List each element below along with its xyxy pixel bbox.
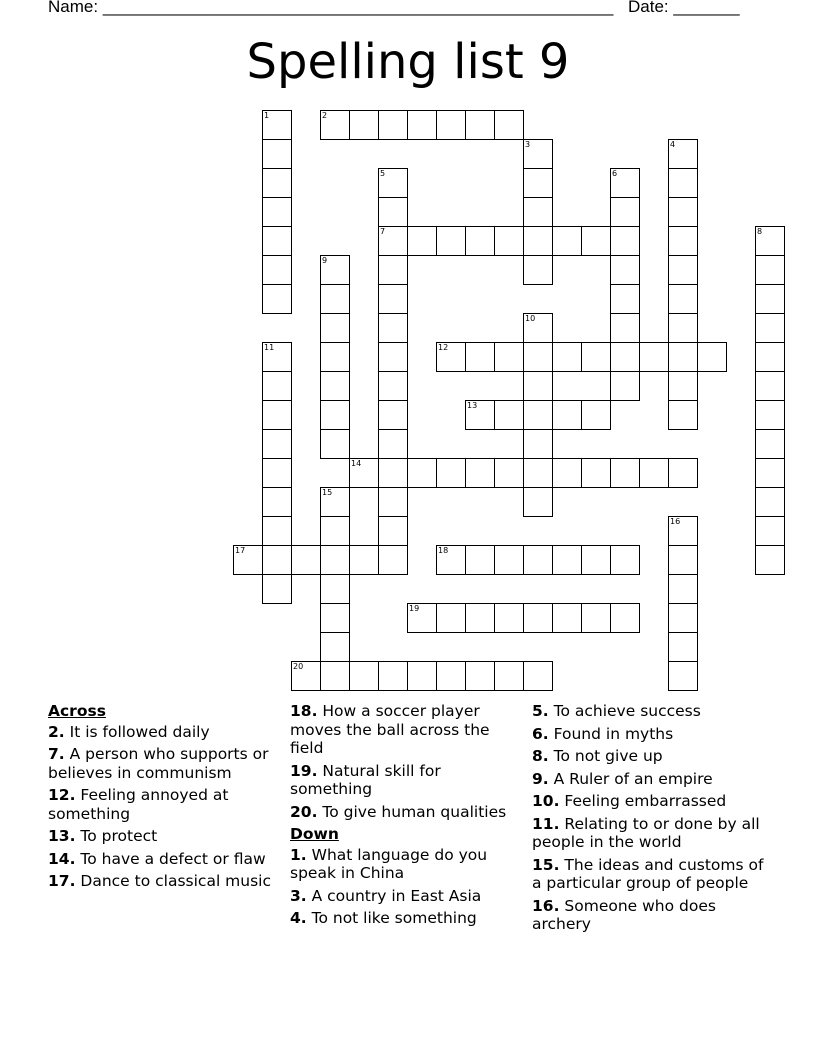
grid-cell[interactable] — [378, 110, 408, 140]
clue-number: 1 — [264, 111, 270, 120]
grid-cell[interactable] — [755, 371, 785, 401]
clue-item-text: Found in myths — [553, 724, 674, 743]
grid-cell[interactable] — [320, 574, 350, 604]
clue-number: 20 — [293, 662, 304, 671]
across-clue-list — [48, 723, 273, 891]
clue-item-text: To protect — [80, 827, 158, 845]
clue-item — [290, 762, 515, 799]
grid-cell[interactable] — [668, 284, 698, 314]
grid-cell[interactable] — [523, 168, 553, 198]
date-line[interactable]: _______ — [673, 0, 740, 16]
down-clue-list — [290, 846, 515, 928]
grid-cell[interactable] — [320, 661, 350, 691]
grid-cell[interactable] — [320, 284, 350, 314]
grid-cell[interactable] — [552, 458, 582, 488]
grid-cell[interactable] — [407, 661, 437, 691]
clue-number: 7 — [380, 227, 386, 236]
grid-cell[interactable] — [581, 458, 611, 488]
clue-item — [532, 815, 767, 852]
grid-cell[interactable] — [668, 458, 698, 488]
grid-cell[interactable] — [755, 255, 785, 285]
grid-cell[interactable] — [233, 545, 263, 575]
grid-cell[interactable] — [262, 226, 292, 256]
clue-item-text: A country in East Asia — [311, 886, 482, 905]
clue-number: 12 — [438, 343, 449, 352]
grid-cell[interactable] — [552, 226, 582, 256]
clue-item-text: A Ruler of an empire — [553, 769, 713, 788]
clue-item-number: 7. — [48, 745, 65, 763]
clue-item — [48, 786, 273, 823]
grid-cell[interactable] — [494, 226, 524, 256]
date-label: Date: — [628, 0, 669, 16]
clue-item — [48, 872, 273, 891]
grid-cell[interactable] — [436, 226, 466, 256]
page-title: Spelling list 9 — [246, 34, 570, 90]
clue-number: 8 — [757, 227, 763, 236]
clue-item-number: 9. — [532, 769, 549, 788]
clue-item — [532, 792, 767, 811]
grid-cell[interactable] — [610, 545, 640, 575]
grid-cell[interactable] — [668, 603, 698, 633]
grid-cell[interactable] — [639, 458, 669, 488]
grid-cell[interactable] — [378, 516, 408, 546]
clue-item — [48, 850, 273, 869]
clue-item-number: 6. — [532, 724, 549, 743]
grid-cell[interactable] — [581, 603, 611, 633]
clue-item-text: Relating to or done by all people in the world — [532, 814, 760, 851]
grid-cell[interactable] — [755, 487, 785, 517]
grid-cell[interactable] — [262, 400, 292, 430]
grid-cell[interactable] — [465, 226, 495, 256]
grid-cell[interactable] — [755, 516, 785, 546]
clue-item-text: To achieve success — [553, 702, 701, 720]
clue-item-text: Dance to classical music — [80, 872, 272, 890]
clue-item — [290, 803, 515, 822]
down-clue-list-continued — [532, 702, 767, 934]
grid-cell[interactable] — [523, 371, 553, 401]
name-line[interactable]: ______________________________________________________ — [102, 0, 614, 16]
grid-cell[interactable] — [378, 255, 408, 285]
clues-column-3 — [532, 702, 767, 938]
clue-item — [48, 827, 273, 846]
clue-item-text: Someone who does archery — [532, 896, 716, 933]
clues-column-1 — [48, 702, 273, 895]
clue-item-number: 1. — [290, 845, 307, 864]
grid-cell[interactable] — [262, 139, 292, 169]
grid-cell[interactable] — [320, 632, 350, 662]
clue-item-text: It is followed daily — [69, 722, 210, 741]
grid-cell[interactable] — [407, 110, 437, 140]
grid-cell[interactable] — [523, 487, 553, 517]
grid-cell[interactable] — [262, 197, 292, 227]
grid-cell[interactable] — [523, 429, 553, 459]
clue-item — [532, 725, 767, 744]
clue-number: 9 — [322, 256, 328, 265]
clue-number: 6 — [612, 169, 618, 178]
grid-cell[interactable] — [755, 226, 785, 256]
grid-cell[interactable] — [465, 110, 495, 140]
grid-cell[interactable] — [552, 603, 582, 633]
grid-cell[interactable] — [262, 545, 292, 575]
grid-cell[interactable] — [668, 400, 698, 430]
grid-cell[interactable] — [465, 603, 495, 633]
grid-cell[interactable] — [523, 458, 553, 488]
grid-cell[interactable] — [320, 371, 350, 401]
grid-cell[interactable] — [320, 255, 350, 285]
grid-cell[interactable] — [291, 661, 321, 691]
clue-item-number: 8. — [532, 747, 549, 765]
grid-cell[interactable] — [610, 255, 640, 285]
grid-cell[interactable] — [523, 226, 553, 256]
grid-cell[interactable] — [262, 516, 292, 546]
grid-cell[interactable] — [378, 226, 408, 256]
grid-cell[interactable] — [262, 284, 292, 314]
grid-cell[interactable] — [755, 545, 785, 575]
clue-item — [532, 897, 767, 934]
grid-cell[interactable] — [378, 458, 408, 488]
grid-cell[interactable] — [378, 168, 408, 198]
clue-item-number: 10. — [532, 792, 560, 810]
grid-cell[interactable] — [668, 661, 698, 691]
across-heading: Across — [48, 702, 106, 720]
grid-cell[interactable] — [755, 458, 785, 488]
grid-cell[interactable] — [639, 342, 669, 372]
grid-cell[interactable] — [262, 429, 292, 459]
clue-item-text: What language do you speak in China — [290, 845, 488, 882]
clue-item — [290, 702, 515, 758]
clue-item-number: 2. — [48, 722, 65, 741]
grid-cell[interactable] — [349, 545, 379, 575]
clue-item-text: Natural skill for something — [290, 761, 441, 798]
grid-cell[interactable] — [262, 458, 292, 488]
clue-item-text: Feeling annoyed at something — [48, 786, 229, 823]
clue-item-text: Feeling embarrassed — [564, 792, 727, 810]
grid-cell[interactable] — [320, 516, 350, 546]
header — [48, 0, 740, 17]
clue-item — [532, 702, 767, 721]
grid-cell[interactable] — [320, 545, 350, 575]
grid-cell[interactable] — [668, 545, 698, 575]
grid-cell[interactable] — [436, 342, 466, 372]
grid-cell[interactable] — [581, 545, 611, 575]
grid-cell[interactable] — [465, 545, 495, 575]
grid-cell[interactable] — [320, 487, 350, 517]
clue-number: 10 — [525, 314, 536, 323]
grid-cell[interactable] — [668, 197, 698, 227]
name-label: Name: — [48, 0, 99, 16]
grid-cell[interactable] — [668, 168, 698, 198]
grid-cell[interactable] — [755, 313, 785, 343]
grid-cell[interactable] — [610, 226, 640, 256]
grid-cell[interactable] — [378, 429, 408, 459]
clue-item — [532, 747, 767, 766]
grid-cell[interactable] — [668, 255, 698, 285]
across-clue-list-continued — [290, 702, 515, 821]
clue-item — [532, 856, 767, 893]
grid-cell[interactable] — [668, 313, 698, 343]
grid-cell[interactable] — [349, 110, 379, 140]
grid-cell[interactable] — [697, 342, 727, 372]
grid-cell[interactable] — [755, 284, 785, 314]
grid-cell[interactable] — [494, 603, 524, 633]
grid-cell[interactable] — [378, 342, 408, 372]
grid-cell[interactable] — [552, 545, 582, 575]
clue-item-number: 5. — [532, 702, 549, 720]
clue-item-number: 12. — [48, 786, 76, 804]
clue-item-text: To not give up — [553, 747, 663, 765]
grid-cell[interactable] — [523, 342, 553, 372]
grid-cell[interactable] — [320, 342, 350, 372]
grid-cell[interactable] — [291, 545, 321, 575]
grid-cell[interactable] — [610, 371, 640, 401]
down-heading: Down — [290, 825, 339, 843]
grid-cell[interactable] — [494, 110, 524, 140]
grid-cell[interactable] — [378, 313, 408, 343]
clue-item-number: 3. — [290, 886, 307, 905]
grid-cell[interactable] — [494, 342, 524, 372]
clue-item-number: 13. — [48, 827, 76, 845]
grid-cell[interactable] — [668, 226, 698, 256]
grid-cell[interactable] — [349, 661, 379, 691]
clue-item — [290, 887, 515, 906]
grid-cell[interactable] — [465, 458, 495, 488]
grid-cell[interactable] — [320, 110, 350, 140]
grid-cell[interactable] — [320, 400, 350, 430]
grid-cell[interactable] — [668, 139, 698, 169]
clue-item — [532, 770, 767, 789]
clue-number: 4 — [670, 140, 676, 149]
clue-item-number: 18. — [290, 702, 318, 720]
grid-cell[interactable] — [436, 545, 466, 575]
grid-cell[interactable] — [610, 197, 640, 227]
clue-number: 3 — [525, 140, 531, 149]
clue-item — [48, 745, 273, 782]
grid-cell[interactable] — [378, 545, 408, 575]
clue-item-text: A person who supports or believes in communism — [48, 745, 269, 782]
clue-number: 11 — [264, 343, 275, 352]
clue-number: 14 — [351, 459, 362, 468]
clue-number: 18 — [438, 546, 449, 555]
grid-cell[interactable] — [755, 429, 785, 459]
grid-cell[interactable] — [581, 342, 611, 372]
clue-item-text: To not like something — [311, 909, 477, 927]
clue-item-text: To give human qualities — [322, 802, 507, 821]
clue-number: 15 — [322, 488, 333, 497]
grid-cell[interactable] — [494, 545, 524, 575]
grid-cell[interactable] — [436, 458, 466, 488]
grid-cell[interactable] — [262, 487, 292, 517]
grid-cell[interactable] — [610, 168, 640, 198]
grid-cell[interactable] — [436, 603, 466, 633]
grid-cell[interactable] — [523, 313, 553, 343]
grid-cell[interactable] — [581, 400, 611, 430]
clue-item-number: 14. — [48, 849, 76, 868]
clue-number: 13 — [467, 401, 478, 410]
grid-cell[interactable] — [610, 458, 640, 488]
clue-item — [290, 909, 515, 928]
grid-cell[interactable] — [378, 487, 408, 517]
clue-number: 19 — [409, 604, 420, 613]
grid-cell[interactable] — [465, 342, 495, 372]
clue-item-number: 20. — [290, 802, 318, 821]
grid-cell[interactable] — [378, 400, 408, 430]
grid-cell[interactable] — [320, 313, 350, 343]
grid-cell[interactable] — [320, 603, 350, 633]
grid-cell[interactable] — [436, 661, 466, 691]
grid-cell[interactable] — [581, 226, 611, 256]
grid-cell[interactable] — [262, 371, 292, 401]
grid-cell[interactable] — [465, 400, 495, 430]
clue-item-number: 4. — [290, 909, 307, 927]
grid-cell[interactable] — [610, 313, 640, 343]
grid-cell[interactable] — [523, 400, 553, 430]
grid-cell[interactable] — [523, 255, 553, 285]
grid-cell[interactable] — [378, 197, 408, 227]
grid-cell[interactable] — [494, 661, 524, 691]
clue-number: 17 — [235, 546, 246, 555]
grid-cell[interactable] — [668, 632, 698, 662]
grid-cell[interactable] — [262, 110, 292, 140]
grid-cell[interactable] — [320, 429, 350, 459]
grid-cell[interactable] — [436, 110, 466, 140]
clue-number: 2 — [322, 111, 328, 120]
grid-cell[interactable] — [523, 197, 553, 227]
grid-cell[interactable] — [494, 458, 524, 488]
grid-cell[interactable] — [407, 458, 437, 488]
grid-cell[interactable] — [610, 284, 640, 314]
grid-cell[interactable] — [523, 661, 553, 691]
grid-cell[interactable] — [523, 603, 553, 633]
clues-column-2 — [290, 702, 515, 932]
grid-cell[interactable] — [407, 226, 437, 256]
date-field — [628, 0, 740, 17]
grid-cell[interactable] — [755, 342, 785, 372]
clue-number: 5 — [380, 169, 386, 178]
grid-cell[interactable] — [262, 255, 292, 285]
clue-item-text: To have a defect or flaw — [80, 849, 266, 868]
grid-cell[interactable] — [465, 661, 495, 691]
clue-item-number: 11. — [532, 814, 560, 833]
grid-cell[interactable] — [668, 371, 698, 401]
clue-item-number: 17. — [48, 872, 76, 890]
clue-item-number: 15. — [532, 855, 560, 874]
grid-cell[interactable] — [262, 168, 292, 198]
grid-cell[interactable] — [407, 603, 437, 633]
grid-cell[interactable] — [378, 371, 408, 401]
grid-cell[interactable] — [349, 458, 379, 488]
grid-cell[interactable] — [378, 661, 408, 691]
grid-cell[interactable] — [523, 545, 553, 575]
grid-cell[interactable] — [523, 139, 553, 169]
grid-cell[interactable] — [668, 516, 698, 546]
grid-cell[interactable] — [755, 400, 785, 430]
clue-item-number: 19. — [290, 761, 318, 780]
grid-cell[interactable] — [262, 574, 292, 604]
grid-cell[interactable] — [610, 342, 640, 372]
grid-cell[interactable] — [378, 284, 408, 314]
grid-cell[interactable] — [610, 603, 640, 633]
grid-cell[interactable] — [552, 342, 582, 372]
grid-cell[interactable] — [494, 400, 524, 430]
grid-cell[interactable] — [552, 400, 582, 430]
clue-item — [48, 723, 273, 742]
clue-item — [290, 846, 515, 883]
grid-cell[interactable] — [668, 574, 698, 604]
clue-item-text: The ideas and customs of a particular group of people — [532, 855, 764, 892]
grid-cell[interactable] — [262, 342, 292, 372]
clue-item-number: 16. — [532, 896, 560, 915]
clue-item-text: How a soccer player moves the ball across the field — [290, 702, 490, 757]
clue-number: 16 — [670, 517, 681, 526]
grid-cell[interactable] — [668, 342, 698, 372]
